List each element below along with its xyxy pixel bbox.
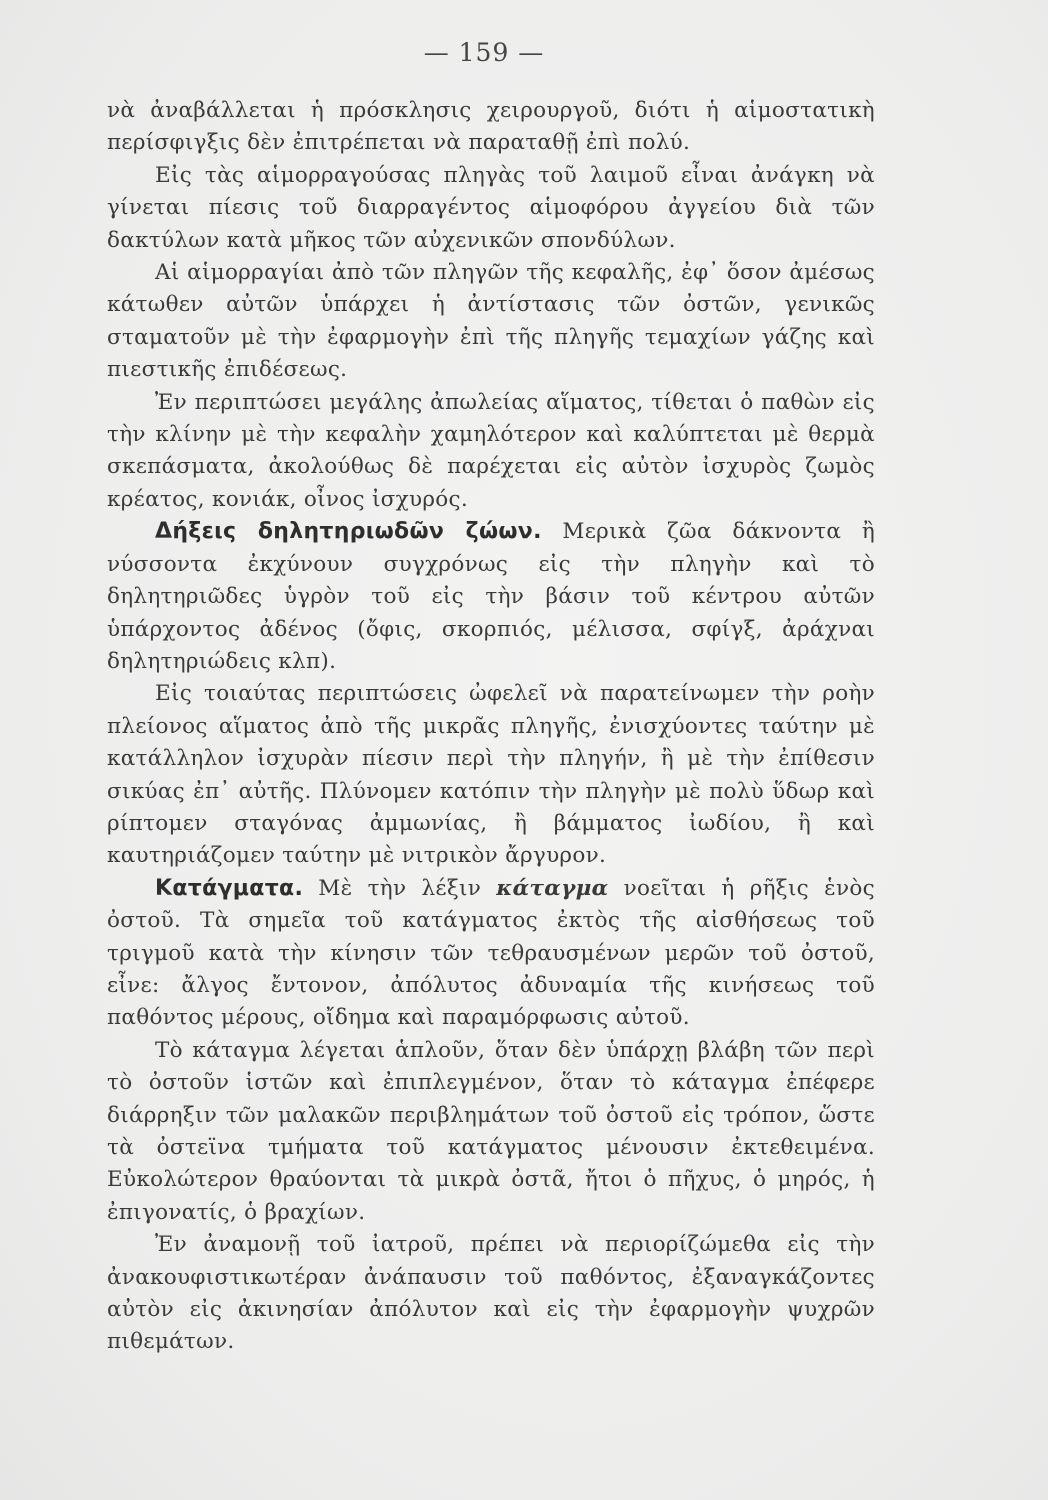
term-fracture: κάταγμα: [496, 875, 609, 901]
paragraph-4: Ἐν περιπτώσει μεγάλης ἀπωλείας αἵματος, τίθεται ὁ παθὼν εἰς τὴν κλίνην μὲ τὴν κεφαλὴν χαμηλότερον καὶ καλύπτεται μὲ θερμὰ σκεπάσματα, ἀκολούθως δὲ παρέχεται εἰς αὐτὸν ἰσχυρὸς ζωμὸς κρέατος, κονιάκ, οἶνος ἰσχυρός.: [107, 389, 875, 512]
paragraph-6: Εἰς τοιαύτας περιπτώσεις ὠφελεῖ νὰ παρατείνωμεν τὴν ροὴν πλείονος αἵματος ἀπὸ τῆς μικρᾶς πληγῆς, ἐνισχύοντες ταύτην μὲ κατάλληλον ἰσχυρὰν πίεσιν περὶ τὴν πληγήν, ἢ μὲ τὴν ἐπίθεσιν σικύας ἐπ᾽ αὐτῆς. Πλύνομεν κατόπιν τὴν πληγὴν μὲ πολὺ ὕδωρ καὶ ρίπτομεν σταγόνας ἀμμωνίας, ἢ βάμματος ἰωδίου, ἢ καὶ καυτηριάζομεν ταύτην μὲ νιτρικὸν ἄργυρον.: [107, 681, 875, 869]
body-text: [107, 95, 875, 1359]
paragraph-1: νὰ ἀναβάλλεται ἡ πρόσκλησις χειρουργοῦ, διότι ἡ αἱμοστατικὴ περίσφιγξις δὲν ἐπιτρέπεται νὰ παραταθῇ ἐπὶ πολύ.: [107, 98, 875, 156]
page-number: — 159 —: [423, 38, 545, 67]
paragraph-3: Αἱ αἱμορραγίαι ἀπὸ τῶν πληγῶν τῆς κεφαλῆς, ἐφ᾽ ὅσον ἀμέσως κάτωθεν αὐτῶν ὑπάρχει ἡ ἀντίστασις τῶν ὀστῶν, γενικῶς σταματοῦν μὲ τὴν ἐφαρμογὴν ἐπὶ τῆς πληγῆς τεμαχίων γάζης καὶ πιεστικῆς ἐπιδέσεως.: [107, 260, 875, 383]
section-heading-fractures: Κατάγματα.: [155, 875, 304, 901]
paragraph-5: [107, 516, 875, 678]
paragraph-5-text: Μερικὰ ζῶα δάκνοντα ἢ νύσσοντα ἐκχύνουν συγχρόνως εἰς τὴν πληγὴν καὶ τὸ δηλητηριῶδες ὑγρὸν τοῦ εἰς τὴν βάσιν τοῦ κέντρου αὐτῶν ὑπάρχοντος ἀδένος (ὄφις, σκορπιός, μέλισσα, σφίγξ, ἀράχναι δηλητηριώδεις κλπ).: [107, 519, 875, 674]
section-heading-bites: Δήξεις δηλητηριωδῶν ζώων.: [155, 519, 542, 545]
paragraph-7-text: νοεῖται ἡ ρῆξις ἑνὸς ὀστοῦ. Τὰ σημεῖα τοῦ κατάγματος ἐκτὸς τῆς αἰσθήσεως τοῦ τριγμοῦ κατὰ τὴν κίνησιν τῶν τεθραυσμένων μερῶν τοῦ ὀστοῦ, εἶνε: ἄλγος ἔντονον, ἀπόλυτος ἀδυναμία τῆς κινήσεως τοῦ παθόντος μέρους, οἴδημα καὶ παραμόρφωσις αὐτοῦ.: [107, 875, 875, 1031]
paragraph-8: Τὸ κάταγμα λέγεται ἁπλοῦν, ὅταν δὲν ὑπάρχῃ βλάβη τῶν περὶ τὸ ὀστοῦν ἱστῶν καὶ ἐπιπλεγμένον, ὅταν τὸ κάταγμα ἐπέφερε διάρρηξιν τῶν μαλακῶν περιβλημάτων τοῦ ὀστοῦ εἰς τρόπον, ὥστε τὰ ὀστεϊνα τμήματα τοῦ κατάγματος μένουσιν ἐκτεθειμένα. Εὐκολώτερον θραύονται τὰ μικρὰ ὀστᾶ, ἤτοι ὁ πῆχυς, ὁ μηρός, ἡ ἐπιγονατίς, ὁ βραχίων.: [107, 1037, 875, 1225]
paragraph-7-lead: Μὲ τὴν λέξιν: [318, 875, 482, 901]
paragraph-2: Εἰς τὰς αἱμορραγούσας πληγὰς τοῦ λαιμοῦ εἶναι ἀνάγκη νὰ γίνεται πίεσις τοῦ διαρραγέντος αἱμοφόρου ἀγγείου διὰ τῶν δακτύλων κατὰ μῆκος τῶν αὐχενικῶν σπονδύλων.: [107, 162, 875, 253]
paragraph-7: [107, 873, 875, 1035]
paragraph-9: Ἐν ἀναμονῇ τοῦ ἰατροῦ, πρέπει νὰ περιορίζώμεθα εἰς τὴν ἀνακουφιστικωτέραν ἀνάπαυσιν τοῦ παθόντος, ἐξαναγκάζοντες αὐτὸν εἰς ἀκινησίαν ἀπόλυτον καὶ εἰς τὴν ἐφαρμογὴν ψυχρῶν πιθεμάτων.: [107, 1232, 875, 1355]
